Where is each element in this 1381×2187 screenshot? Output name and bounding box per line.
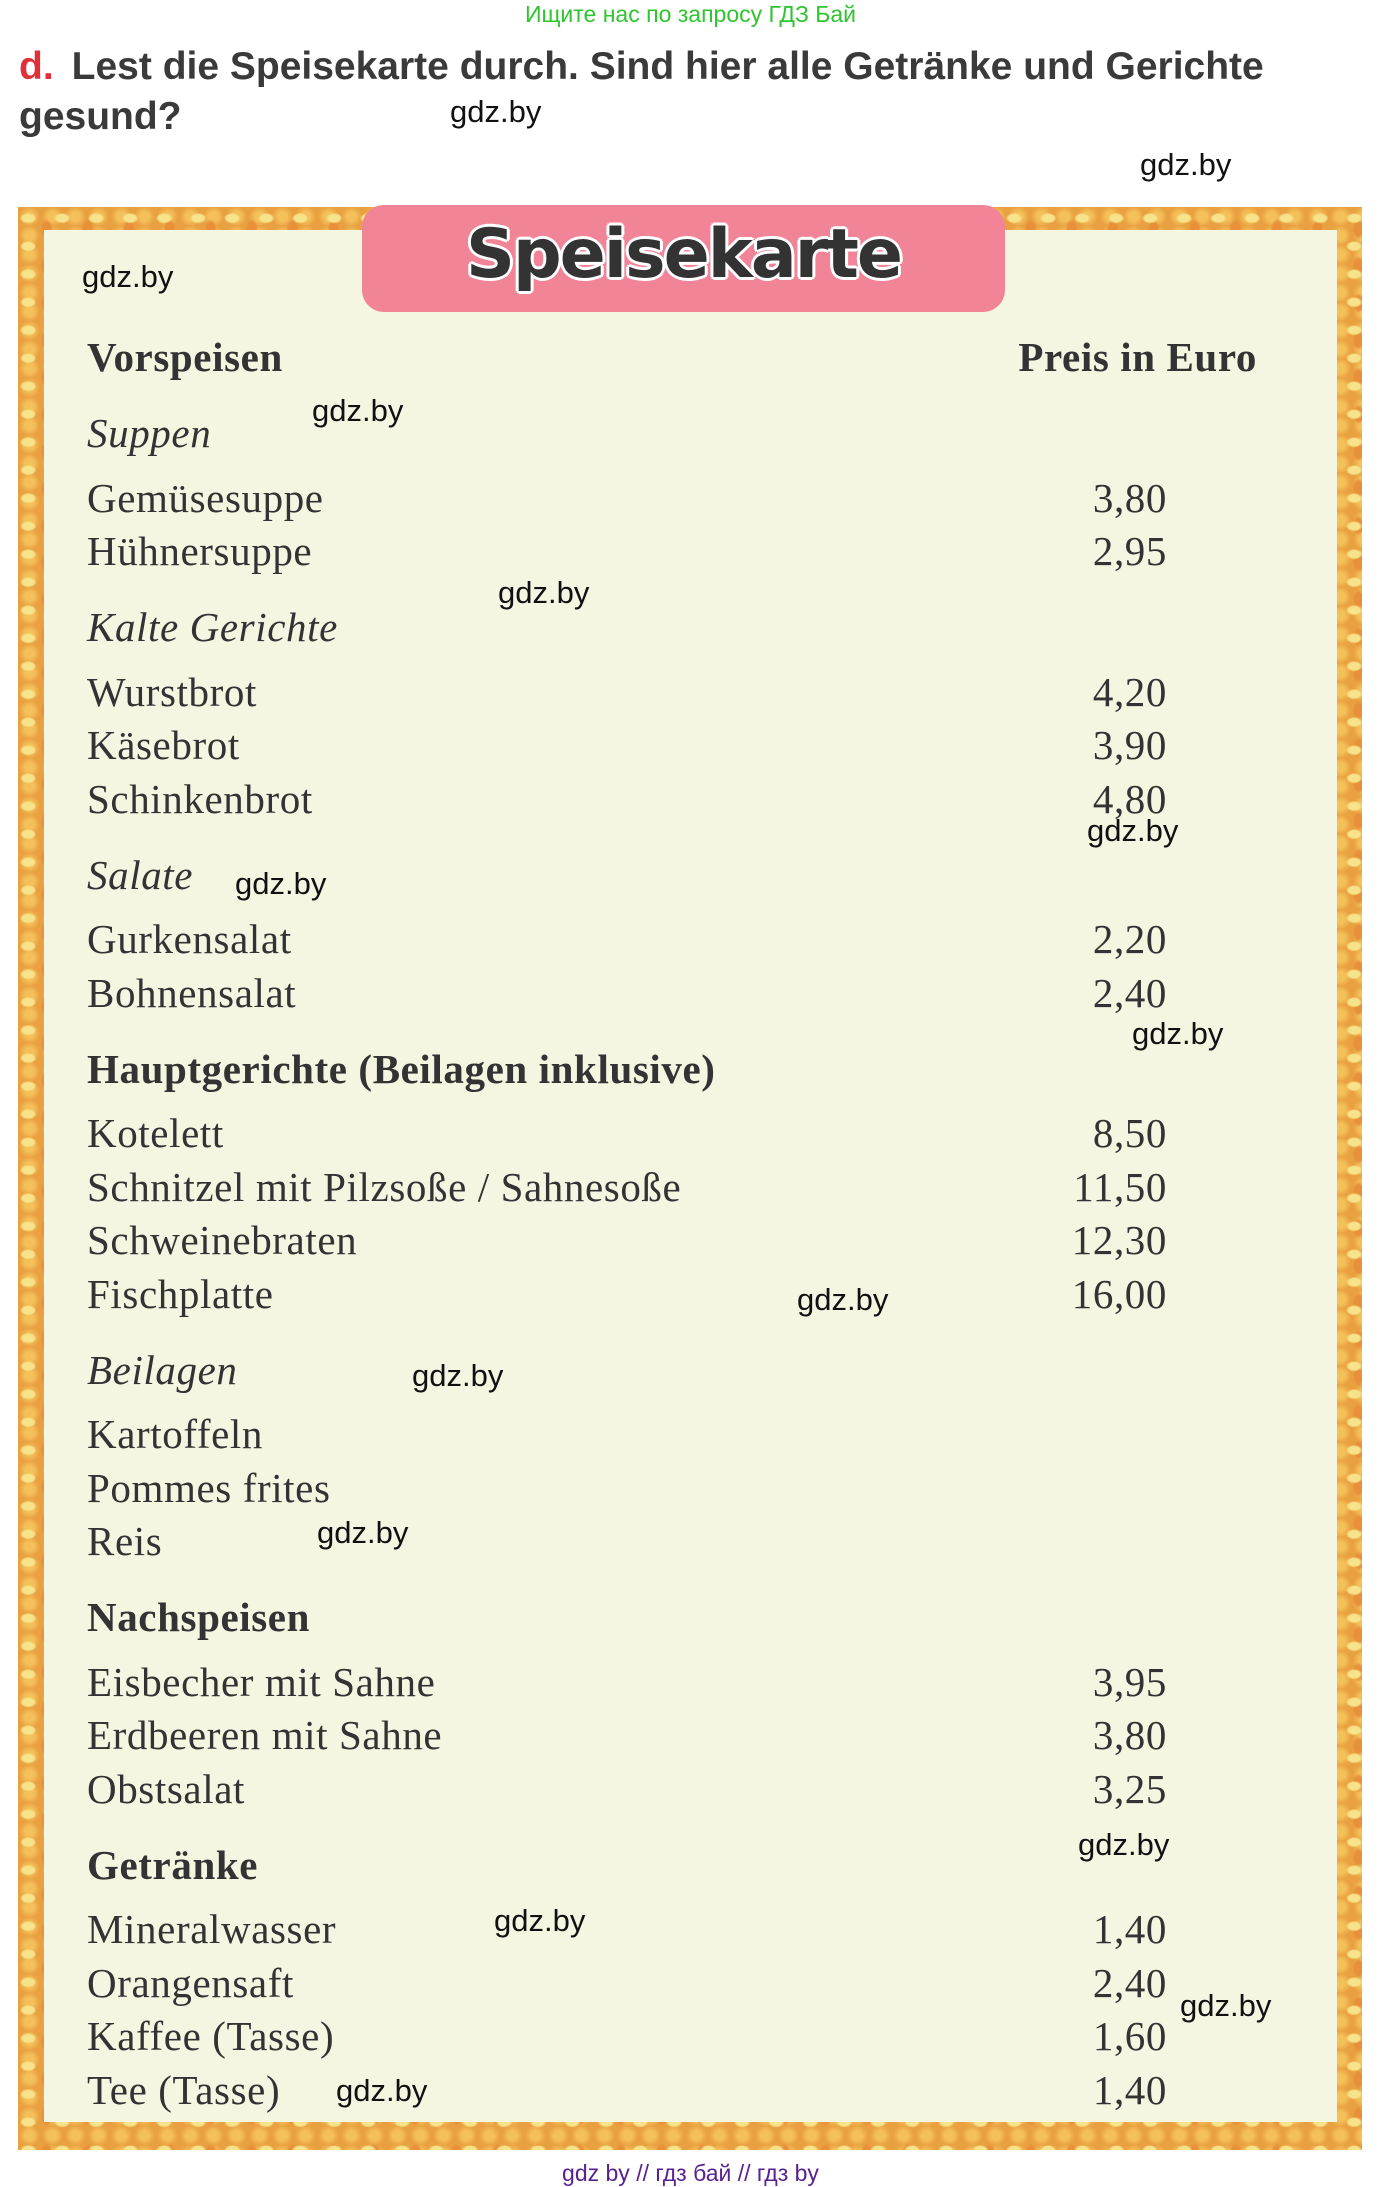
menu-item (87, 1462, 1167, 1516)
item-name: Reis (87, 1518, 163, 1564)
menu-title-banner (362, 205, 1005, 312)
item-price: 1,60 (1092, 2013, 1167, 2059)
item-price: 3,80 (1092, 1712, 1167, 1758)
search-hint: Ищите нас по запросу ГДЗ Бай (524, 1, 857, 27)
item-name: Tee (Tasse) (87, 2066, 281, 2113)
task-text: Lest die Speisekarte durch. Sind hier alle Getränke und Gerichte gesund? (19, 45, 1264, 138)
price-column-header: Preis in Euro (1018, 334, 1257, 380)
watermark: gdz.by (797, 1282, 889, 1317)
menu-item (87, 472, 1167, 526)
item-price: 4,80 (1092, 775, 1167, 822)
item-price: 2,20 (1092, 916, 1167, 962)
subsection-heading (87, 601, 1167, 655)
watermark: gdz.by (336, 2073, 428, 2108)
item-price (1067, 601, 1167, 655)
section-heading (87, 331, 1257, 385)
subsection-heading (87, 1344, 1167, 1398)
menu-item (87, 1107, 1167, 1161)
item-price: 3,95 (1092, 1658, 1167, 1705)
item-price: 1,40 (1092, 1906, 1167, 1952)
item-price (1067, 1591, 1167, 1645)
watermark: gdz.by (235, 866, 327, 901)
item-name: Vorspeisen (87, 334, 283, 380)
item-name: Suppen (87, 410, 212, 456)
item-name: Gemüsesuppe (87, 474, 324, 521)
item-price: 1,40 (1092, 2066, 1167, 2113)
item-name: Kalte Gerichte (87, 604, 338, 650)
item-name: Kartoffeln (87, 1411, 264, 1457)
item-price (1067, 1462, 1167, 1516)
item-price: 4,20 (1092, 668, 1167, 715)
watermark: gdz.by (1132, 1016, 1224, 1051)
item-name: Schweinebraten (87, 1217, 358, 1263)
watermark: gdz.by (450, 94, 542, 129)
menu-item (87, 719, 1167, 773)
item-name: Obstsalat (87, 1765, 245, 1812)
menu-item (87, 1903, 1167, 1957)
footer-links: gdz by // гдз бай // гдз by (562, 2160, 819, 2186)
item-name: Orangensaft (87, 1959, 294, 2006)
item-price (1067, 849, 1167, 903)
item-price: 11,50 (1073, 1163, 1167, 1210)
menu-title: Speisekarte (466, 215, 901, 294)
menu-item (87, 1709, 1167, 1763)
item-name: Nachspeisen (87, 1594, 311, 1640)
item-name: Wurstbrot (87, 668, 258, 715)
task-prompt (19, 42, 1369, 142)
item-name: Schinkenbrot (87, 775, 313, 822)
item-name: Salate (87, 851, 194, 898)
menu-item (87, 773, 1167, 827)
item-name: Hauptgerichte (Beilagen inklusive) (87, 1045, 716, 1092)
menu-item (87, 666, 1167, 720)
watermark: gdz.by (317, 1515, 409, 1550)
item-price: 12,30 (1071, 1217, 1167, 1263)
item-name: Käsebrot (87, 722, 240, 768)
item-price (1067, 407, 1167, 461)
item-name: Pommes frites (87, 1464, 331, 1511)
item-price: 2,40 (1092, 969, 1167, 1016)
item-name: Mineralwasser (87, 1906, 337, 1952)
menu-item (87, 1515, 1167, 1569)
subsection-heading (87, 407, 1167, 461)
item-price (1067, 1344, 1167, 1398)
menu-item (87, 2010, 1167, 2064)
watermark: gdz.by (1140, 147, 1232, 182)
item-price: 2,40 (1092, 1959, 1167, 2006)
item-name: Schnitzel mit Pilzsoße / Sahnesoße (87, 1163, 682, 1210)
item-price: 3,80 (1092, 474, 1167, 521)
item-price: 3,90 (1092, 722, 1167, 768)
item-name: Kaffee (Tasse) (87, 2013, 335, 2059)
watermark: gdz.by (312, 393, 404, 428)
item-price: 3,25 (1092, 1765, 1167, 1812)
item-price: 8,50 (1092, 1110, 1167, 1156)
item-price (1067, 1408, 1167, 1462)
item-name: Eisbecher mit Sahne (87, 1658, 436, 1705)
watermark: gdz.by (82, 259, 174, 294)
task-letter: d. (19, 45, 54, 88)
item-name: Gurkensalat (87, 916, 292, 962)
item-price: 16,00 (1071, 1270, 1167, 1317)
menu-item (87, 967, 1167, 1021)
item-price: 2,95 (1092, 528, 1167, 574)
item-name: Bohnensalat (87, 969, 297, 1016)
watermark: gdz.by (1087, 813, 1179, 848)
section-heading (87, 1043, 1167, 1097)
section-heading (87, 1839, 1167, 1893)
item-name: Beilagen (87, 1346, 238, 1393)
menu-item (87, 2064, 1167, 2118)
menu-item (87, 1214, 1167, 1268)
item-name: Hühnersuppe (87, 528, 313, 574)
menu-item (87, 525, 1167, 579)
menu-item (87, 1161, 1167, 1215)
item-name: Erdbeeren mit Sahne (87, 1712, 443, 1758)
watermark: gdz.by (1078, 1827, 1170, 1862)
watermark: gdz.by (494, 1903, 586, 1938)
item-price (1067, 1515, 1167, 1569)
menu-item (87, 1656, 1167, 1710)
watermark: gdz.by (1180, 1988, 1272, 2023)
menu-item (87, 1763, 1167, 1817)
menu-item (87, 1957, 1167, 2011)
menu-item (87, 1408, 1167, 1462)
menu-item (87, 913, 1167, 967)
watermark: gdz.by (412, 1358, 504, 1393)
item-name: Kotelett (87, 1110, 224, 1156)
item-name: Fischplatte (87, 1270, 274, 1317)
menu-item (87, 1268, 1167, 1322)
item-name: Getränke (87, 1841, 259, 1888)
watermark: gdz.by (498, 575, 590, 610)
section-heading (87, 1591, 1167, 1645)
